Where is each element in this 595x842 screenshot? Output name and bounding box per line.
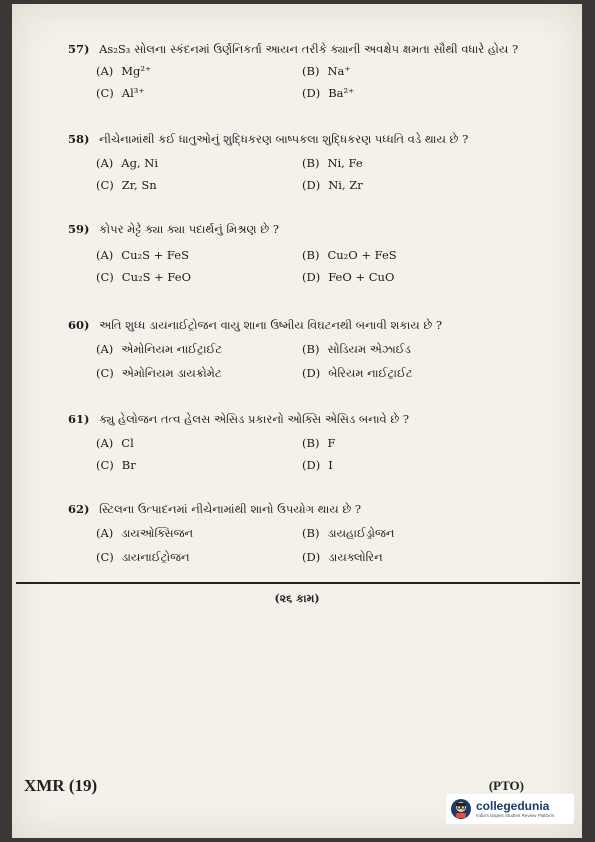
- brand-tagline: India's largest Student Review Platform: [476, 812, 555, 818]
- question-text: 58) નીચેનામાંથી કઈ ધાતુઓનું શુદ્ધિકરણ બાષ્પકલા શુદ્ધિકરણ પધ્ધતિ વડે થાય છે ?: [68, 132, 469, 146]
- option-b: (B) Na⁺: [302, 64, 351, 78]
- option-a: (A) Cl: [96, 436, 134, 450]
- option-a: (A) ડાયઓક્સિજન: [96, 526, 194, 540]
- exam-page: [12, 4, 582, 838]
- option-d: (D) બેરિયમ નાઈટ્રાઈટ: [302, 366, 413, 380]
- collegedunia-watermark: [446, 794, 574, 824]
- option-b: (B) Ni, Fe: [302, 156, 363, 170]
- divider-line: [16, 582, 580, 584]
- option-a: (A) Ag, Ni: [96, 156, 158, 170]
- option-c: (C) એમોનિયમ ડાયક્રોમેટ: [96, 366, 222, 380]
- page-hint: (૨૬ કામ): [274, 592, 320, 605]
- option-d: (D) FeO + CuO: [302, 270, 395, 284]
- option-d: (D) Ba²⁺: [302, 86, 355, 100]
- option-c: (C) Zr, Sn: [96, 178, 157, 192]
- question-text: 62) સ્ટિલના ઉત્પાદનમાં નીચેનામાંથી શાનો ઉપયોગ થાય છે ?: [68, 502, 362, 516]
- pto-label: (PTO): [488, 778, 524, 793]
- option-c: (C) ડાયનાઈટ્રોજન: [96, 550, 190, 564]
- option-d: (D) Ni, Zr: [302, 178, 363, 192]
- option-b: (B) સોડિયમ એઝાઈડ: [302, 342, 411, 356]
- question-text: 59) કોપર મેટ્ટે ક્યા ક્યા પદાર્થનું મિશ્રણ છે ?: [68, 222, 279, 236]
- option-b: (B) ડાયહાઈડ્રોજન: [302, 526, 395, 540]
- option-a: (A) Mg²⁺: [96, 64, 152, 78]
- question-text: 61) ક્યુ હેલોજન તત્વ હેલસ એસિડ પ્રકારનો ઓક્સિ એસિડ બનાવે છે ?: [68, 412, 410, 426]
- option-c: (C) Al³⁺: [96, 86, 145, 100]
- option-d: (D) ડાયક્લોરિન: [302, 550, 383, 564]
- option-d: (D) I: [302, 458, 333, 472]
- option-c: (C) Cu₂S + FeO: [96, 270, 192, 284]
- option-b: (B) Cu₂O + FeS: [302, 248, 397, 262]
- question-text: 57) As₂S₃ સોલના સ્કંદનમાં ઉર્ણનિકર્તા આયન તરીકે ક્યાની અવક્ષેપ ક્ષમતા સૌથી વધારે હોય ?: [68, 42, 519, 56]
- brand-name: collegedunia: [476, 798, 550, 813]
- question-text: 60) અતિ શુધ્ધ ડાયનાઈટ્રોજન વાયુ શાના ઉષ્મીય વિઘટનથી બનાવી શકાય છે ?: [68, 318, 443, 332]
- option-a: (A) એમોનિયમ નાઈટ્રાઈટ: [96, 342, 223, 356]
- option-b: (B) F: [302, 436, 336, 450]
- student-avatar-icon: [450, 798, 472, 820]
- option-c: (C) Br: [96, 458, 136, 472]
- option-a: (A) Cu₂S + FeS: [96, 248, 189, 262]
- paper-code: XMR (19): [24, 776, 98, 795]
